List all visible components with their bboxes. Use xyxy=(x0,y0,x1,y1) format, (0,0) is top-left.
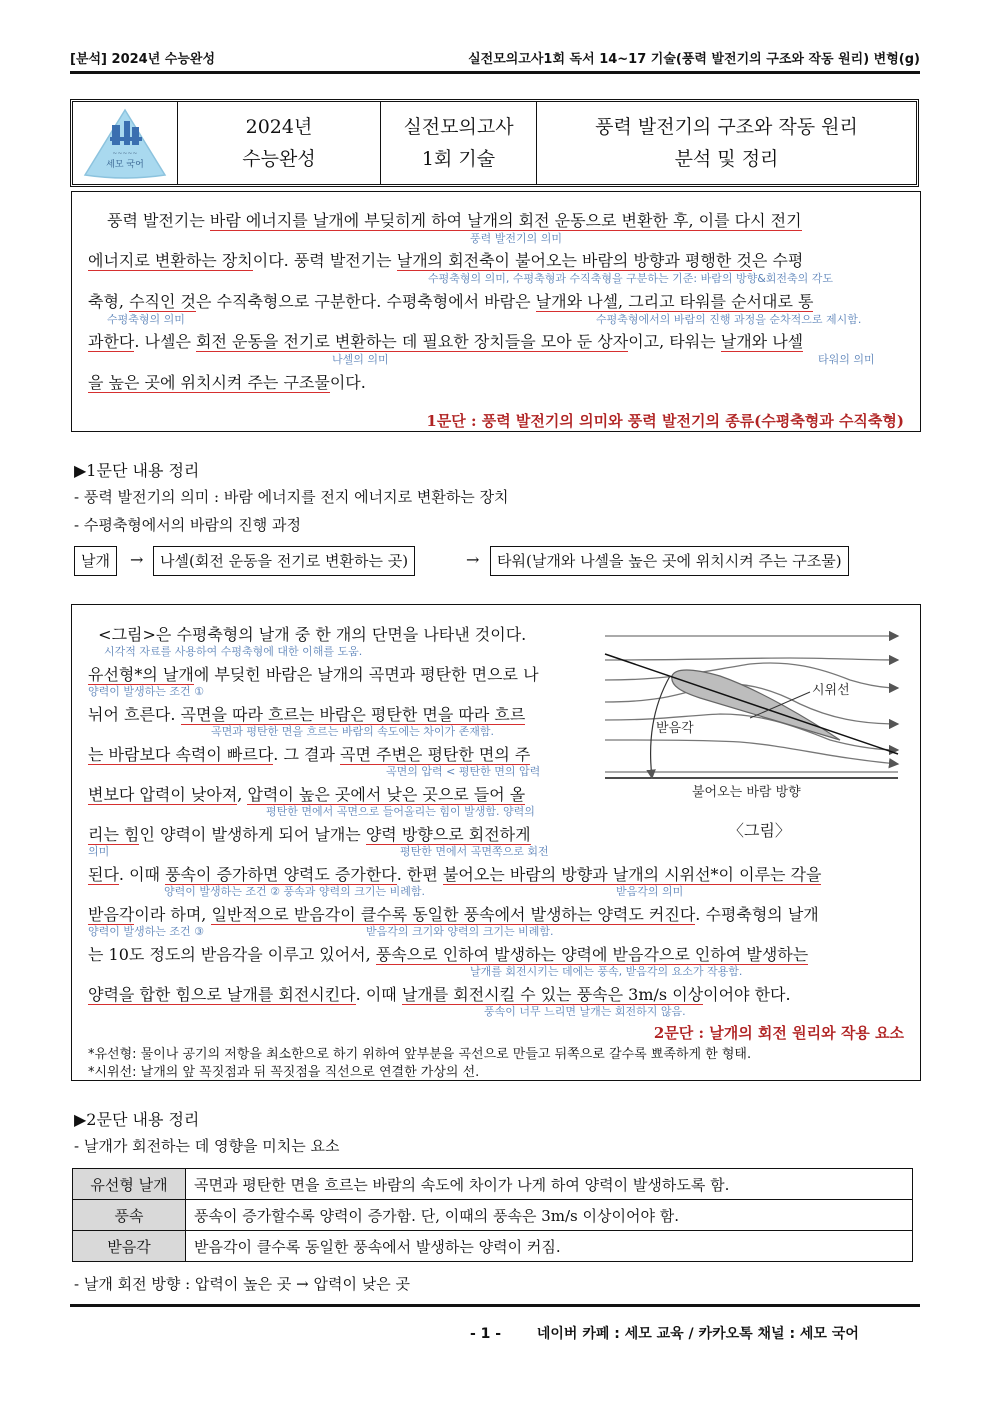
p2-line-6: 리는 힘인 양력이 발생하게 되어 날개는 양력 방향으로 회전하게 xyxy=(88,825,531,844)
p2-line-7: 된다. 이때 풍속이 증가하면 양력도 증가한다. 한편 불어오는 바람의 방향과 날개의 시위선*이 이루는 각을 xyxy=(88,865,822,884)
exam-text: 실전모의고사 xyxy=(403,116,514,138)
wind-label: 불어오는 바람 방향 xyxy=(692,785,801,800)
table-row xyxy=(73,1169,913,1200)
flow-step-1: 날개 xyxy=(74,546,117,576)
p2-line-2: 유선형*의 날개에 부딪힌 바람은 날개의 곡면과 평탄한 면으로 나 xyxy=(88,665,539,684)
table-header-cell: 유선형 날개 xyxy=(73,1169,186,1200)
p2-line-8: 받음각이라 하며, 일반적으로 받음각이 클수록 동일한 풍속에서 발생하는 양력도 커진다. 수평축형의 날개 xyxy=(88,905,819,924)
chord-line xyxy=(605,654,898,754)
book-text: 수능완성 xyxy=(242,148,316,170)
flow-arrow-icon: → xyxy=(130,550,144,569)
s1-item-1: - 풍력 발전기의 의미 : 바람 에너지를 전지 에너지로 변환하는 장치 xyxy=(74,488,509,506)
footer-text: 네이버 카페 : 세모 교육 / 카카오톡 채널 : 세모 국어 xyxy=(536,1326,859,1342)
figure-caption: 〈그림〉 xyxy=(728,821,791,840)
s2-item: - 날개가 회전하는 데 영향을 미치는 요소 xyxy=(74,1137,340,1155)
exam-sub-text: 1회 기술 xyxy=(421,148,496,170)
table-row xyxy=(73,1200,913,1231)
p1-note-4: 수평축형에서의 바람의 진행 과정을 순차적으로 제시함. xyxy=(596,313,862,326)
table-header-cell: 받음각 xyxy=(73,1231,186,1262)
p1-line-5: 을 높은 곳에 위치시켜 주는 구조물이다. xyxy=(88,373,366,392)
table-value-cell: 받음각이 클수록 동일한 풍속에서 발생하는 양력이 커짐. xyxy=(186,1231,913,1262)
p2-line-5: 변보다 압력이 낮아져, 압력이 높은 곳에서 낮은 곳으로 들어 올 xyxy=(88,785,526,804)
p1-note-5: 나셀의 의미 xyxy=(332,353,389,366)
table-row xyxy=(73,1231,913,1262)
p2-note-7: 평탄한 면에서 곡면쪽으로 회전 xyxy=(400,845,549,858)
table-header-cell: 풍속 xyxy=(73,1200,186,1231)
flow-arrow-icon: → xyxy=(466,550,480,569)
header-right: 실전모의고사1회 독서 14~17 기술(풍력 발전기의 구조와 작동 원리) 변형(g) xyxy=(468,52,920,67)
airfoil-figure xyxy=(600,624,910,844)
p2-note-9: 받음각의 의미 xyxy=(616,885,684,898)
s2-title: ▶2문단 내용 정리 xyxy=(74,1110,200,1129)
p2-note-2: 양력이 발생하는 조건 ① xyxy=(88,685,204,698)
p2-line-4: 는 바람보다 속력이 빠르다. 그 결과 곡면 주변은 평탄한 면의 주 xyxy=(88,745,531,764)
p2-note-11: 받음각의 크기와 양력의 크기는 비례함. xyxy=(366,925,554,938)
logo-icon xyxy=(82,107,168,179)
p2-line-1: <그림>은 수평축형의 날개 중 한 개의 단면을 나타낸 것이다. xyxy=(88,625,527,644)
p2-line-3: 뉘어 흐른다. 곡면을 따라 흐르는 바람은 평탄한 면을 따라 흐르 xyxy=(88,705,526,724)
p1-line-4: 과한다. 나셀은 회전 운동을 전기로 변환하는 데 필요한 장치들을 모아 둔 상자이고, 타워는 날개와 나셀 xyxy=(88,332,804,351)
s1-title: ▶1문단 내용 정리 xyxy=(74,461,200,480)
p1-note-6: 타워의 의미 xyxy=(818,353,875,366)
topic-title: 풍력 발전기의 구조와 작동 원리 xyxy=(595,116,858,138)
p1-summary: 1문단 : 풍력 발전기의 의미와 풍력 발전기의 종류(수평축형과 수직축형) xyxy=(426,412,904,430)
page-header xyxy=(70,46,920,74)
p1-line-2: 에너지로 변환하는 장치이다. 풍력 발전기는 날개의 회전축이 불어오는 바람의 방향과 평행한 것은 수평 xyxy=(88,251,804,270)
logo-cell xyxy=(73,102,178,184)
s2-direction: - 날개 회전 방향 : 압력이 높은 곳 → 압력이 낮은 곳 xyxy=(74,1275,410,1293)
p1-note-2: 수평축형의 의미, 수평축형과 수직축형을 구분하는 기준: 바람의 방향&회전축의 각도 xyxy=(428,272,834,285)
p2-note-12: 날개를 회전시키는 데에는 풍속, 받음각의 요소가 작용함. xyxy=(470,965,743,978)
flow-step-2: 나셀(회전 운동을 전기로 변환하는 곳) xyxy=(153,546,415,576)
p2-note-4: 곡면의 압력 < 평탄한 면의 압력 xyxy=(386,765,541,778)
p2-note-6: 의미 xyxy=(88,845,110,858)
p2-summary: 2문단 : 날개의 회전 원리와 작용 요소 xyxy=(653,1024,904,1042)
p1-note-1: 풍력 발전기의 의미 xyxy=(470,232,563,245)
p2-note-13: 풍속이 너무 느리면 날개는 회전하지 않음. xyxy=(484,1005,686,1018)
factors-table xyxy=(72,1168,913,1262)
footnote-1: *유선형: 물이나 공기의 저항을 최소한으로 하기 위하여 앞부분을 곡선으로 만들고 뒤쪽으로 갈수록 뾰족하게 한 형태. xyxy=(88,1047,752,1062)
table-value-cell: 곡면과 평탄한 면을 흐르는 바람의 속도에 차이가 나게 하여 양력이 발생하도록 함. xyxy=(186,1169,913,1200)
table-value-cell: 풍속이 증가할수록 양력이 증가함. 단, 이때의 풍속은 3m/s 이상이어야 함. xyxy=(186,1200,913,1231)
title-box xyxy=(70,99,919,187)
s1-item-2: - 수평축형에서의 바람의 진행 과정 xyxy=(74,516,302,534)
exam-cell xyxy=(381,102,537,184)
topic-cell xyxy=(537,102,916,184)
flow-step-3: 타워(날개와 나셀을 높은 곳에 위치시켜 주는 구조물) xyxy=(490,546,849,576)
footer-divider xyxy=(70,1304,920,1307)
p2-note-10: 양력이 발생하는 조건 ③ xyxy=(88,925,204,938)
angle-label: 받음각 xyxy=(656,721,694,736)
page-number: - 1 - xyxy=(470,1326,502,1342)
p1-line-1: 풍력 발전기는 바람 에너지를 날개에 부딪히게 하여 날개의 회전 운동으로 변환한 후, 이를 다시 전기 xyxy=(107,211,802,230)
year-cell xyxy=(178,102,381,184)
p2-note-8: 양력이 발생하는 조건 ② 풍속과 양력의 크기는 비례함. xyxy=(164,885,425,898)
header-left: [분석] 2024년 수능완성 xyxy=(70,52,216,67)
p2-line-9: 는 10도 정도의 받음각을 이루고 있어서, 풍속으로 인하여 발생하는 양력에 받음각으로 인하여 발생하는 xyxy=(88,945,809,964)
topic-sub: 분석 및 정리 xyxy=(674,148,779,170)
p2-note-3: 곡면과 평탄한 면을 흐르는 바람의 속도에는 차이가 존재함. xyxy=(211,725,494,738)
page-footer xyxy=(470,1323,859,1343)
year-text: 2024년 xyxy=(245,116,313,138)
svg-text:세모 국어: 세모 국어 xyxy=(106,160,144,170)
chord-label: 시위선 xyxy=(812,683,850,698)
p1-line-3: 축형, 수직인 것은 수직축형으로 구분한다. 수평축형에서 바람은 날개와 나셀, 그리고 타워를 순서대로 통 xyxy=(88,292,814,311)
p1-note-3: 수평축형의 의미 xyxy=(107,313,185,326)
p2-note-5: 평탄한 면에서 곡면으로 들어올리는 힘이 발생함. 양력의 xyxy=(266,805,535,818)
p2-line-10: 양력을 합한 힘으로 날개를 회전시킨다. 이때 날개를 회전시킬 수 있는 풍속은 3m/s 이상이어야 한다. xyxy=(88,985,791,1004)
svg-text:~~~~~: ~~~~~ xyxy=(112,150,138,157)
footnote-2: *시위선: 날개의 앞 꼭짓점과 뒤 꼭짓점을 직선으로 연결한 가상의 선. xyxy=(88,1065,480,1080)
p2-note-1: 시각적 자료를 사용하여 수평축형에 대한 이해를 도움. xyxy=(104,645,363,658)
